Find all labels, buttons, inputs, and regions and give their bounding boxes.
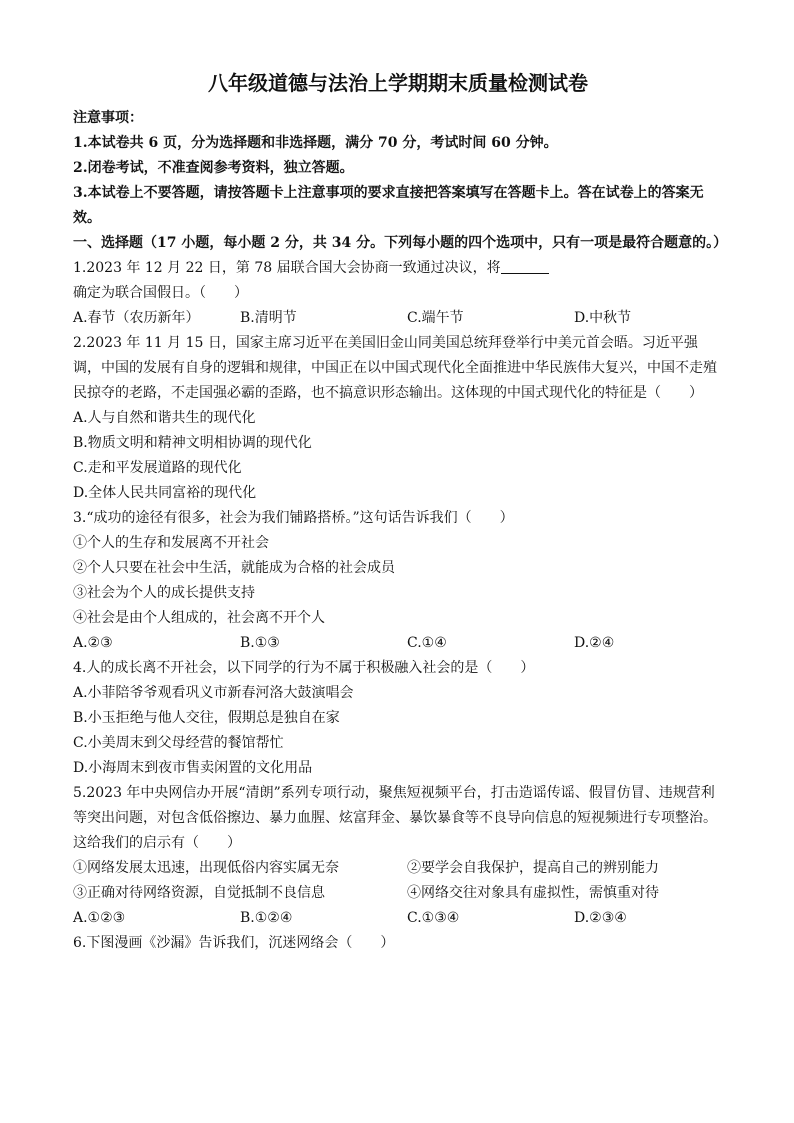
statement: ②个人只要在社会中生活，就能成为合格的社会成员 [73,560,395,576]
exam-page [73,70,728,956]
statement: ①个人的生存和发展离不开社会 [73,535,269,551]
option-b: B.清明节 [240,310,297,326]
statement: ②要学会自我保护，提高自己的辨别能力 [407,860,659,876]
option-c: C.端午节 [407,310,464,326]
page-title: 八年级道德与法治上学期期末质量检测试卷 [208,71,588,95]
question-5-stem: 5.2023 年中央网信办开展“清朗”系列专项行动，聚焦短视频平台，打击造谣传谣、假冒仿冒、违规营利等突出问题，对包含低俗擦边、暴力血腥、炫富拜金、暴饮暴食等不良导向信息的短视频进行专项整治。这给我们的启示有（ ） [73,785,717,851]
option-a: A.①②③ [73,910,126,926]
question-5-options [73,906,723,931]
option-c: C.①④ [407,635,447,651]
option-c: C.走和平发展道路的现代化 [73,460,242,476]
section-heading: 一、选择题（17 小题，每小题 2 分，共 34 分。下列每小题的四个选项中，只有一项是最符合题意的。） [73,235,728,251]
question-5-statements-row-1 [73,856,723,881]
option-b: B.①②④ [240,910,293,926]
option-a: A.人与自然和谐共生的现代化 [73,410,256,426]
question-5-statements-row-2 [73,881,723,906]
option-a: A.小菲陪爷爷观看巩义市新春河洛大鼓演唱会 [73,685,354,701]
statement: ④社会是由个人组成的，社会离不开个人 [73,610,325,626]
option-d: D.全体人民共同富裕的现代化 [73,485,257,501]
question-1-stem-a: 1.2023 年 12 月 22 日，第 78 届联合国大会协商一致通过决议，将 [73,260,501,276]
option-d: D.②③④ [574,910,627,926]
statement: ③正确对待网络资源，自觉抵制不良信息 [73,885,325,901]
option-b: B.物质文明和精神文明相协调的现代化 [73,435,312,451]
option-d: D.②④ [574,635,615,651]
question-1-options [73,306,723,331]
note-item: 1.本试卷共 6 页，分为选择题和非选择题，满分 70 分，考试时间 60 分钟。 [73,135,558,151]
option-d: D.小海周末到夜市售卖闲置的文化用品 [73,760,313,776]
statement: ①网络发展太迅速，出现低俗内容实属无奈 [73,860,339,876]
option-b: B.小玉拒绝与他人交往，假期总是独自在家 [73,710,340,726]
question-2-stem: 2.2023 年 11 月 15 日，国家主席习近平在美国旧金山同美国总统拜登举行中美元首会晤。习近平强调，中国的发展有自身的逻辑和规律，中国正在以中国式现代化全面推进中华民族伟大复兴，中国不走殖民掠夺的老路，不走国强必霸的歪路，也不搞意识形态输出。这体现的中国式现代化的特征是（ ） [73,335,717,401]
question-4-stem: 4.人的成长离不开社会，以下同学的行为不属于积极融入社会的是（ ） [73,660,535,676]
statement: ④网络交往对象具有虚拟性，需慎重对待 [407,885,659,901]
note-item: 3.本试卷上不要答题，请按答题卡上注意事项的要求直接把答案填写在答题卡上。答在试卷上的答案无效。 [73,185,704,226]
question-1-stem-b: 确定为联合国假日。（ ） [73,285,248,301]
question-3-options [73,631,723,656]
question-3-stem: 3.“成功的途径有很多，社会为我们铺路搭桥。”这句话告诉我们（ ） [73,510,514,526]
option-b: B.①③ [240,635,280,651]
option-c: C.①③④ [407,910,460,926]
answer-blank [501,259,549,274]
option-a: A.②③ [73,635,113,651]
note-item: 2.闭卷考试，不准查阅参考资料，独立答题。 [73,160,354,176]
question-6-stem: 6.下图漫画《沙漏》告诉我们，沉迷网络会（ ） [73,935,395,951]
option-d: D.中秋节 [574,310,632,326]
statement: ③社会为个人的成长提供支持 [73,585,255,601]
question-1-stem [73,256,723,306]
option-a: A.春节（农历新年） [73,310,200,326]
option-c: C.小美周末到父母经营的餐馆帮忙 [73,735,284,751]
notes-heading: 注意事项： [73,110,143,126]
